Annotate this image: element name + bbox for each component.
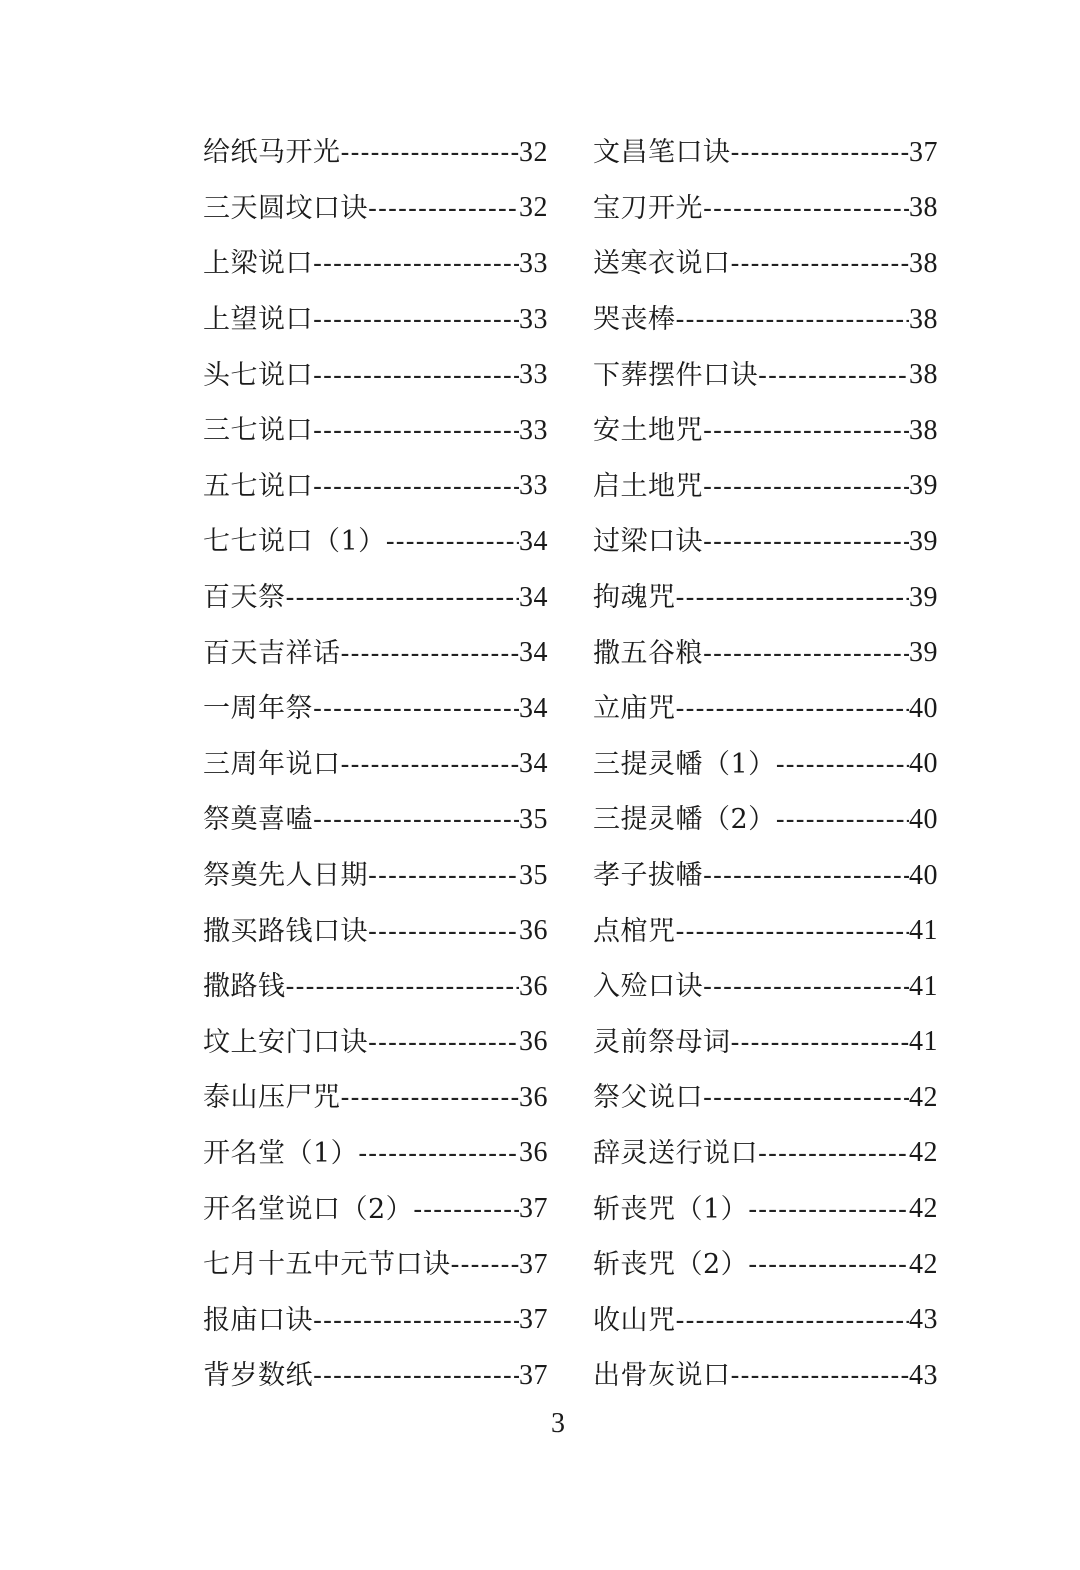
- toc-entry-title: 斩丧咒（2）: [593, 1249, 749, 1281]
- toc-entry-page-number: 37: [909, 136, 938, 168]
- toc-entry-page-number: 36: [519, 970, 548, 1002]
- toc-entry: [593, 125, 938, 181]
- toc-dash-leader: [758, 362, 909, 389]
- toc-entry: [203, 1126, 548, 1182]
- toc-entry-page-number: 43: [909, 1359, 938, 1391]
- toc-dash-leader: [341, 139, 520, 166]
- toc-dash-leader: [703, 473, 909, 500]
- toc-dash-leader: [313, 1307, 519, 1334]
- toc-entry: [593, 347, 938, 403]
- toc-entry: [203, 625, 548, 681]
- toc-entry-title: 入殓口诀: [593, 971, 703, 1003]
- toc-dash-leader: [748, 1251, 909, 1278]
- toc-entry-page-number: 42: [909, 1193, 938, 1225]
- toc-entry: [593, 625, 938, 681]
- toc-right-column: [593, 125, 938, 1404]
- toc-entry: [203, 681, 548, 737]
- toc-dash-leader: [776, 806, 909, 833]
- toc-entry-title: 灵前祭母词: [593, 1026, 731, 1058]
- toc-dash-leader: [368, 862, 519, 889]
- toc-entry-page-number: 38: [909, 303, 938, 335]
- toc-dash-leader: [676, 1307, 910, 1334]
- toc-dash-leader: [703, 195, 909, 222]
- toc-entry-title: 送寒衣说口: [593, 248, 731, 280]
- toc-entry-page-number: 34: [519, 748, 548, 780]
- toc-entry-title: 出骨灰说口: [593, 1360, 731, 1392]
- toc-entry-page-number: 36: [519, 915, 548, 947]
- toc-dash-leader: [341, 1084, 520, 1111]
- toc-entry-page-number: 39: [909, 637, 938, 669]
- toc-entry-page-number: 32: [519, 136, 548, 168]
- toc-entry: [593, 681, 938, 737]
- toc-entry-page-number: 40: [909, 859, 938, 891]
- toc-entry-page-number: 38: [909, 414, 938, 446]
- toc-entry-page-number: 40: [909, 692, 938, 724]
- toc-entry: [203, 1015, 548, 1071]
- toc-entry-title: 七七说口（1）: [203, 526, 386, 558]
- toc-entry: [593, 959, 938, 1015]
- page-number: 3: [551, 1408, 565, 1439]
- toc-dash-leader: [676, 306, 910, 333]
- toc-dash-leader: [676, 584, 910, 611]
- toc-dash-leader: [703, 1084, 909, 1111]
- toc-entry: [593, 1070, 938, 1126]
- toc-entry-title: 点棺咒: [593, 915, 676, 947]
- toc-entry: [593, 1015, 938, 1071]
- toc-entry-page-number: 32: [519, 192, 548, 224]
- toc-dash-leader: [341, 751, 520, 778]
- toc-entry-page-number: 38: [909, 192, 938, 224]
- toc-entry-title: 上望说口: [203, 304, 313, 336]
- toc-entry-page-number: 37: [519, 1248, 548, 1280]
- toc-entry-title: 三周年说口: [203, 748, 341, 780]
- toc-entry-title: 祭奠喜嗑: [203, 804, 313, 836]
- toc-dash-leader: [731, 1362, 910, 1389]
- toc-entry-title: 启土地咒: [593, 470, 703, 502]
- toc-entry: [203, 514, 548, 570]
- toc-dash-leader: [313, 417, 519, 444]
- toc-entry: [203, 347, 548, 403]
- toc-entry: [203, 236, 548, 292]
- toc-entry-title: 拘魂咒: [593, 582, 676, 614]
- toc-entry: [203, 459, 548, 515]
- toc-entry: [203, 570, 548, 626]
- toc-entry-title: 辞灵送行说口: [593, 1137, 758, 1169]
- toc-entry-page-number: 40: [909, 803, 938, 835]
- toc-entry-page-number: 36: [519, 1026, 548, 1058]
- toc-dash-leader: [313, 306, 519, 333]
- toc-dash-leader: [731, 250, 910, 277]
- toc-entry-page-number: 34: [519, 637, 548, 669]
- toc-entry-title: 下葬摆件口诀: [593, 359, 758, 391]
- toc-entry: [203, 181, 548, 237]
- toc-entry-page-number: 39: [909, 470, 938, 502]
- toc-entry: [593, 292, 938, 348]
- toc-dash-leader: [286, 584, 520, 611]
- toc-dash-leader: [313, 806, 519, 833]
- toc-entry-page-number: 36: [519, 1137, 548, 1169]
- toc-entry-title: 给纸马开光: [203, 137, 341, 169]
- toc-dash-leader: [313, 250, 519, 277]
- toc-entry-page-number: 36: [519, 1081, 548, 1113]
- toc-dash-leader: [341, 640, 520, 667]
- toc-dash-leader: [413, 1196, 519, 1223]
- toc-dash-leader: [776, 751, 909, 778]
- toc-entry-title: 七月十五中元节口诀: [203, 1249, 451, 1281]
- toc-entry: [593, 1126, 938, 1182]
- toc-dash-leader: [313, 1362, 519, 1389]
- toc-entry: [593, 903, 938, 959]
- toc-dash-leader: [358, 1140, 519, 1167]
- toc-entry-page-number: 33: [519, 359, 548, 391]
- toc-entry-page-number: 34: [519, 525, 548, 557]
- toc-entry-title: 开名堂说口（2）: [203, 1193, 414, 1225]
- toc-entry: [203, 737, 548, 793]
- toc-entry-page-number: 42: [909, 1137, 938, 1169]
- toc-entry-title: 孝子拔幡: [593, 860, 703, 892]
- toc-entry-title: 撒五谷粮: [593, 637, 703, 669]
- toc-entry: [593, 1348, 938, 1404]
- toc-dash-leader: [368, 918, 519, 945]
- toc-entry-title: 斩丧咒（1）: [593, 1193, 749, 1225]
- toc-entry-title: 祭父说口: [593, 1082, 703, 1114]
- toc-entry: [203, 1292, 548, 1348]
- toc-entry-page-number: 42: [909, 1248, 938, 1280]
- toc-entry-title: 百天吉祥话: [203, 637, 341, 669]
- toc-dash-leader: [731, 1029, 910, 1056]
- toc-entry: [203, 959, 548, 1015]
- toc-entry: [203, 792, 548, 848]
- toc-dash-leader: [703, 862, 909, 889]
- toc-entry: [593, 570, 938, 626]
- toc-entry-page-number: 39: [909, 525, 938, 557]
- toc-entry-page-number: 40: [909, 748, 938, 780]
- toc-dash-leader: [313, 362, 519, 389]
- toc-entry-page-number: 37: [519, 1304, 548, 1336]
- toc-entry: [593, 792, 938, 848]
- toc-entry-title: 头七说口: [203, 359, 313, 391]
- toc-dash-leader: [451, 1251, 520, 1278]
- toc-entry: [593, 1292, 938, 1348]
- toc-entry: [593, 1237, 938, 1293]
- toc-entry: [593, 1181, 938, 1237]
- toc-entry-title: 撒买路钱口诀: [203, 915, 368, 947]
- toc-dash-leader: [676, 695, 910, 722]
- toc-entry-page-number: 38: [909, 247, 938, 279]
- toc-entry-page-number: 38: [909, 359, 938, 391]
- toc-entry-title: 收山咒: [593, 1304, 676, 1336]
- toc-entry: [203, 403, 548, 459]
- toc-entry: [203, 1348, 548, 1404]
- toc-dash-leader: [313, 695, 519, 722]
- toc-entry-page-number: 33: [519, 303, 548, 335]
- toc-entry: [203, 1070, 548, 1126]
- toc-entry-page-number: 37: [519, 1359, 548, 1391]
- toc-dash-leader: [703, 417, 909, 444]
- toc-entry-page-number: 41: [909, 1026, 938, 1058]
- toc-entry: [593, 514, 938, 570]
- toc-entry-title: 祭奠先人日期: [203, 860, 368, 892]
- toc-entry-title: 一周年祭: [203, 693, 313, 725]
- toc-entry: [593, 848, 938, 904]
- toc-entry-title: 五七说口: [203, 470, 313, 502]
- toc-entry-page-number: 33: [519, 414, 548, 446]
- toc-entry-title: 三天圆坟口诀: [203, 192, 368, 224]
- toc-dash-leader: [286, 973, 520, 1000]
- toc-entry: [203, 292, 548, 348]
- toc-entry-page-number: 34: [519, 581, 548, 613]
- toc-dash-leader: [703, 973, 909, 1000]
- toc-entry-page-number: 34: [519, 692, 548, 724]
- toc-entry-title: 撒路钱: [203, 971, 286, 1003]
- toc-entry-title: 背岁数纸: [203, 1360, 313, 1392]
- toc-entry: [203, 125, 548, 181]
- toc-entry-title: 三提灵幡（2）: [593, 804, 776, 836]
- toc-entry: [203, 903, 548, 959]
- toc-entry: [203, 1181, 548, 1237]
- toc-entry-page-number: 37: [519, 1193, 548, 1225]
- toc-dash-leader: [748, 1196, 909, 1223]
- toc-entry-page-number: 41: [909, 970, 938, 1002]
- toc-entry-title: 开名堂（1）: [203, 1137, 359, 1169]
- toc-dash-leader: [368, 1029, 519, 1056]
- toc-entry-title: 宝刀开光: [593, 192, 703, 224]
- toc-dash-leader: [368, 195, 519, 222]
- toc-entry-title: 过梁口诀: [593, 526, 703, 558]
- toc-entry-title: 坟上安门口诀: [203, 1026, 368, 1058]
- toc-dash-leader: [731, 139, 910, 166]
- toc-entry: [593, 737, 938, 793]
- toc-dash-leader: [676, 918, 910, 945]
- toc-entry-title: 三提灵幡（1）: [593, 748, 776, 780]
- toc-dash-leader: [313, 473, 519, 500]
- toc-entry-title: 上梁说口: [203, 248, 313, 280]
- toc-entry-title: 报庙口诀: [203, 1304, 313, 1336]
- toc-entry-title: 三七说口: [203, 415, 313, 447]
- toc-entry-title: 文昌笔口诀: [593, 137, 731, 169]
- toc-entry-title: 百天祭: [203, 582, 286, 614]
- toc-entry-page-number: 41: [909, 915, 938, 947]
- toc-entry-page-number: 35: [519, 803, 548, 835]
- toc-entry: [203, 848, 548, 904]
- toc-dash-leader: [386, 528, 519, 555]
- toc-entry: [593, 459, 938, 515]
- toc-entry-page-number: 43: [909, 1304, 938, 1336]
- toc-entry: [593, 236, 938, 292]
- toc-entry: [203, 1237, 548, 1293]
- toc-left-column: [203, 125, 548, 1404]
- toc-entry-title: 泰山压尸咒: [203, 1082, 341, 1114]
- toc-dash-leader: [703, 528, 909, 555]
- toc-entry-title: 哭丧棒: [593, 304, 676, 336]
- toc-entry-page-number: 39: [909, 581, 938, 613]
- toc-entry-page-number: 33: [519, 247, 548, 279]
- toc-entry: [593, 181, 938, 237]
- toc-entry-title: 安土地咒: [593, 415, 703, 447]
- toc-dash-leader: [703, 640, 909, 667]
- toc-entry-page-number: 35: [519, 859, 548, 891]
- toc-entry-page-number: 42: [909, 1081, 938, 1113]
- toc-dash-leader: [758, 1140, 909, 1167]
- toc-entry-title: 立庙咒: [593, 693, 676, 725]
- toc-entry: [593, 403, 938, 459]
- toc-entry-page-number: 33: [519, 470, 548, 502]
